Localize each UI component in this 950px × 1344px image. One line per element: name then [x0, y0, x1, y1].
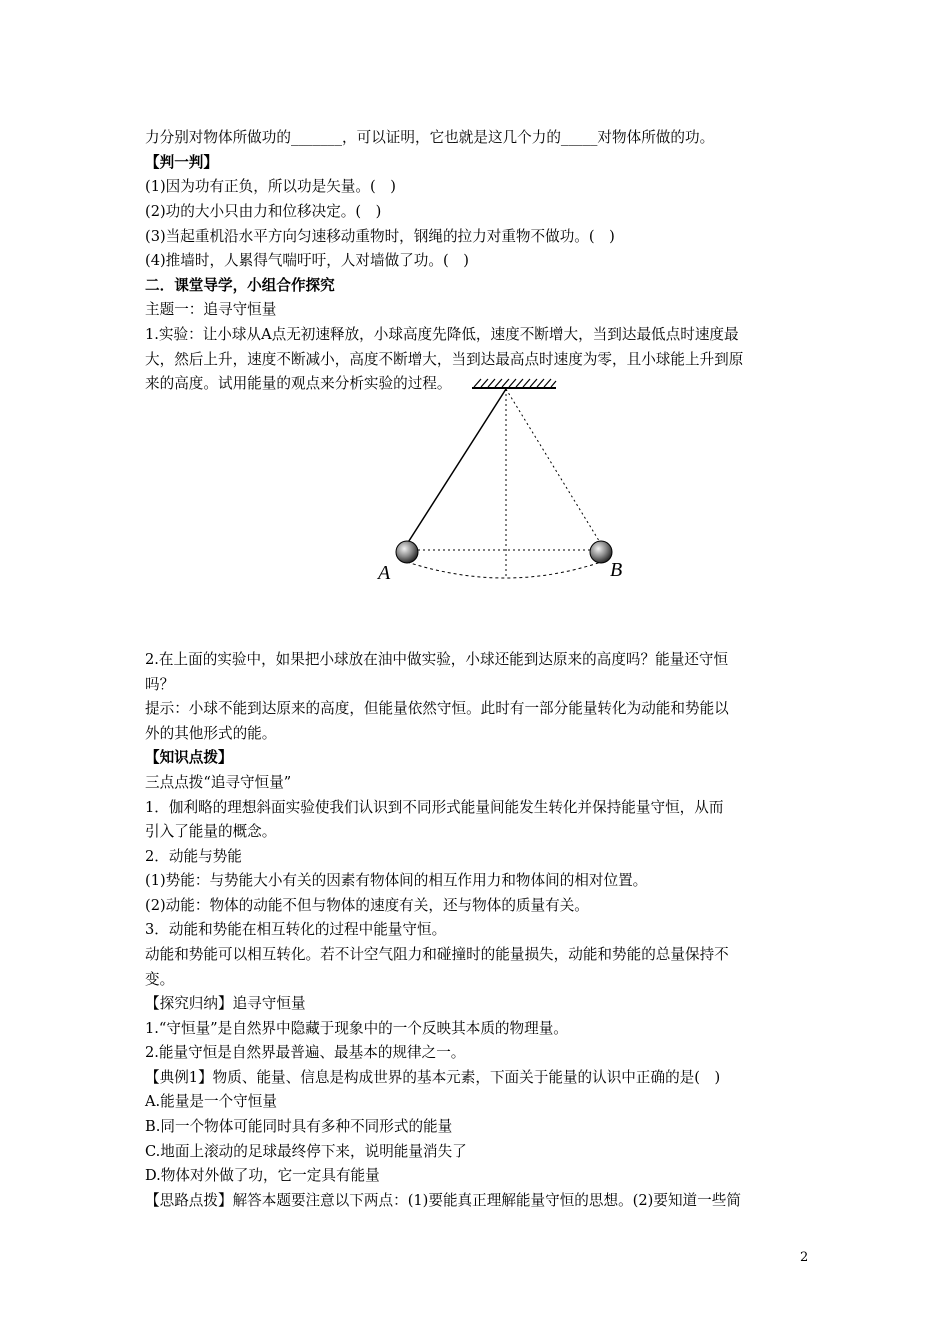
text-line: (2)功的大小只由力和位移决定。( ) — [145, 203, 382, 220]
swing-arc — [407, 562, 601, 578]
label-a: A — [378, 562, 391, 584]
right-dashed-string — [506, 389, 601, 544]
label-b: B — [610, 559, 623, 581]
text-line: (2)动能：物体的动能不但与物体的速度有关，还与物体的质量有关。 — [145, 897, 589, 914]
text-line: 变。 — [145, 971, 175, 988]
text-line: (4)推墙时，人累得气喘吁吁，人对墙做了功。( ) — [145, 252, 469, 269]
text-line: 3．动能和势能在相互转化的过程中能量守恒。 — [145, 921, 447, 938]
text-line: 吗？ — [145, 676, 175, 693]
text-line: (1)因为功有正负，所以功是矢量。( ) — [145, 178, 396, 195]
text-line: 提示：小球不能到达原来的高度，但能量依然守恒。此时有一部分能量转化为动能和势能以 — [145, 700, 729, 717]
pendulum-figure — [360, 372, 640, 587]
text-line: 主题一：追寻守恒量 — [145, 301, 277, 318]
option-c: C.地面上滚动的足球最终停下来，说明能量消失了 — [145, 1143, 467, 1160]
text-line: 【思路点拨】解答本题要注意以下两点：(1)要能真正理解能量守恒的思想。(2)要知道一些简 — [145, 1192, 741, 1209]
text-line: (1)势能：与势能大小有关的因素有物体间的相互作用力和物体间的相对位置。 — [145, 872, 648, 889]
section-heading-class: 二．课堂导学，小组合作探究 — [145, 277, 335, 294]
text-line: 引入了能量的概念。 — [145, 823, 277, 840]
page-number: 2 — [800, 1250, 809, 1265]
text-line: 2.在上面的实验中，如果把小球放在油中做实验，小球还能到达原来的高度吗？能量还守恒 — [145, 651, 729, 668]
ball-b — [590, 541, 612, 563]
text-line: 三点点拨“追寻守恒量” — [145, 774, 292, 791]
ceiling-hatch — [472, 379, 556, 388]
text-line: 动能和势能可以相互转化。若不计空气阻力和碰撞时的能量损失，动能和势能的总量保持不 — [145, 946, 729, 963]
pendulum-string — [407, 389, 506, 544]
text-line: 力分别对物体所做功的_______，可以证明，它也就是这几个力的_____对物体所做的功。 — [145, 129, 715, 146]
option-a: A.能量是一个守恒量 — [145, 1093, 277, 1110]
text-line: 1．伽利略的理想斜面实验使我们认识到不同形式能量间能发生转化并保持能量守恒，从而 — [145, 799, 724, 816]
section-heading-judge: 【判一判】 — [145, 154, 218, 171]
option-b: B.同一个物体可能同时具有多种不同形式的能量 — [145, 1118, 453, 1135]
text-line: (3)当起重机沿水平方向匀速移动重物时，钢绳的拉力对重物不做功。( ) — [145, 228, 615, 245]
text-line: 2．动能与势能 — [145, 848, 242, 865]
text-line: 1.实验：让小球从A点无初速释放，小球高度先降低，速度不断增大，当到达最低点时速度最 — [145, 326, 739, 343]
text-line: 【典例1】物质、能量、信息是构成世界的基本元素，下面关于能量的认识中正确的是( ) — [145, 1069, 721, 1086]
text-line: 2.能量守恒是自然界最普遍、最基本的规律之一。 — [145, 1044, 466, 1061]
text-line: 【探究归纳】追寻守恒量 — [145, 995, 306, 1012]
text-line: 外的其他形式的能。 — [145, 725, 277, 742]
option-d: D.物体对外做了功，它一定具有能量 — [145, 1167, 380, 1184]
text-line: 1.“守恒量”是自然界中隐藏于现象中的一个反映其本质的物理量。 — [145, 1020, 568, 1037]
ball-a — [396, 541, 418, 563]
section-heading-tips: 【知识点拨】 — [145, 749, 233, 766]
text-line: 来的高度。试用能量的观点来分析实验的过程。 — [145, 375, 452, 392]
text-line: 大，然后上升，速度不断减小，高度不断增大，当到达最高点时速度为零，且小球能上升到原 — [145, 351, 744, 368]
